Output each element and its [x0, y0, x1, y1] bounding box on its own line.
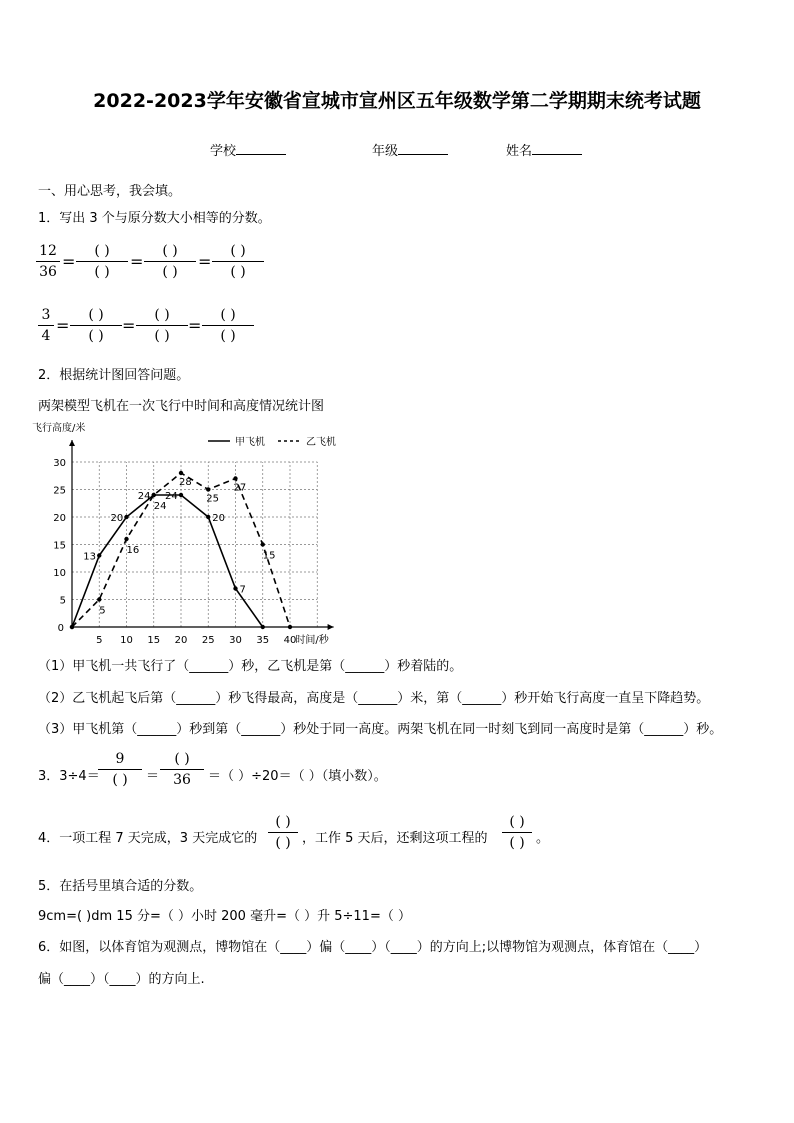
school-label: 学校: [210, 144, 237, 159]
question-6-line1: 6．如图，以体育馆为观测点，博物馆在（____）偏（____）（____）的方向上;以博物馆为观测点，体育馆在（____）: [38, 940, 708, 955]
y-tick-label: 5: [59, 595, 66, 607]
data-point: [179, 493, 183, 497]
data-point: [288, 625, 292, 629]
chart-grid: [72, 462, 317, 627]
page-title: 2022-2023学年安徽省宣城市宣州区五年级数学第二学期期末统考试题: [93, 90, 701, 112]
legend-label: 乙飞机: [306, 437, 336, 448]
name-field[interactable]: [506, 140, 582, 159]
equals-sign: ＝: [146, 769, 160, 784]
answer-fraction[interactable]: ( ) ( ): [136, 305, 188, 346]
grade-field[interactable]: [372, 140, 448, 159]
chart-caption: 两架模型飞机在一次飞行中时间和高度情况统计图: [38, 399, 325, 414]
data-point: [206, 515, 210, 519]
question-4-part2: ，工作 5 天后，还剩这项工程的: [302, 831, 488, 846]
equals-sign: =: [130, 252, 144, 271]
answer-fraction[interactable]: ( ) ( ): [212, 241, 264, 282]
data-point: [124, 537, 128, 541]
data-point: [233, 586, 237, 590]
y-tick-label: 30: [53, 458, 66, 469]
flight-chart: [30, 415, 370, 650]
data-point: [152, 493, 156, 497]
question-5-text: 5．在括号里填合适的分数。: [38, 879, 203, 894]
legend-label: 甲飞机: [235, 437, 265, 448]
x-tick-label: 25: [201, 635, 215, 646]
question-4-part1: 4．一项工程 7 天完成，3 天完成它的: [38, 831, 258, 846]
question-5-line: 9cm=( )dm 15 分=（ ）小时 200 毫升=（ ）升 5÷11=（ ）: [38, 909, 411, 924]
x-tick-label: 40: [283, 635, 297, 646]
fraction-blank-36[interactable]: ( ) 36: [160, 749, 204, 790]
equals-sign: =: [56, 316, 70, 335]
answer-fraction[interactable]: ( ) ( ): [76, 241, 128, 282]
answer-fraction[interactable]: ( ) ( ): [268, 812, 298, 853]
data-label: 5: [99, 605, 106, 617]
x-tick-label: 5: [96, 635, 103, 646]
name-label: 姓名: [506, 144, 533, 159]
question-2-sub-3: （3）甲飞机第（______）秒到第（______）秒处于同一高度。两架飞机在同一时刻飞到同一高度时是第（______）秒。: [38, 722, 723, 737]
x-tick-label: 10: [120, 635, 133, 646]
equals-sign: =: [188, 316, 202, 335]
data-label: 16: [126, 545, 140, 556]
equals-sign: =: [198, 252, 212, 271]
equals-sign: =: [122, 316, 136, 335]
y-axis-arrow: [69, 440, 75, 446]
x-axis-arrow: [328, 624, 334, 630]
fraction-denominator: 36: [39, 264, 57, 280]
x-tick-label: 35: [256, 635, 270, 646]
question-3-right: ＝（ ）÷20＝（ ）（填小数）。: [208, 769, 387, 784]
y-tick-label: 25: [53, 485, 66, 497]
data-label: 24: [153, 501, 167, 512]
x-tick-label: 20: [174, 635, 188, 646]
data-point: [261, 542, 265, 546]
answer-fraction[interactable]: ( ) ( ): [144, 241, 196, 282]
x-tick-label: 15: [147, 635, 161, 646]
answer-fraction[interactable]: ( ) ( ): [70, 305, 122, 346]
question-2-text: 2．根据统计图回答问题。: [38, 368, 190, 383]
data-point: [261, 625, 265, 629]
answer-fraction[interactable]: ( ) ( ): [502, 812, 532, 853]
fraction-12-36: [36, 241, 60, 282]
data-label: 20: [212, 513, 225, 524]
data-point: [70, 625, 74, 629]
equals-sign: =: [62, 252, 76, 271]
data-label: 25: [206, 493, 219, 505]
x-tick-label: 30: [229, 635, 242, 646]
x-axis-label: 时间/秒: [295, 635, 329, 646]
y-axis-label: 飞行高度/米: [32, 423, 86, 434]
data-label: 15: [262, 550, 276, 562]
y-tick-label: 20: [53, 513, 66, 524]
data-label: 7: [239, 584, 246, 596]
data-label: 27: [233, 482, 247, 494]
data-point: [206, 487, 210, 491]
data-label: 13: [83, 551, 96, 563]
answer-fraction[interactable]: ( ) ( ): [202, 305, 254, 346]
question-3-left: 3．3÷4＝: [38, 769, 100, 784]
y-tick-label: 10: [53, 568, 66, 579]
fraction-3-4: [38, 305, 54, 346]
chart-legend: [208, 435, 336, 448]
fraction-numerator: 12: [39, 243, 57, 259]
data-point: [179, 471, 183, 475]
data-label: 24: [137, 491, 151, 502]
data-point: [233, 476, 237, 480]
data-point: [97, 553, 101, 557]
school-field[interactable]: [210, 140, 286, 159]
grade-label: 年级: [372, 144, 399, 159]
fraction-denominator: 4: [41, 328, 51, 344]
question-4-part3: 。: [536, 831, 550, 846]
data-label: 20: [110, 513, 124, 524]
fraction-9-blank[interactable]: 9 ( ): [98, 749, 142, 790]
question-2-sub-1: （1）甲飞机一共飞行了（______）秒，乙飞机是第（______）秒着陆的。: [38, 659, 463, 674]
y-tick-label: 15: [53, 540, 66, 552]
origin-label: 0: [57, 623, 64, 634]
question-2-sub-2: （2）乙飞机起飞后第（______）秒飞得最高，高度是（______）米，第（______）秒开始飞行高度一直呈下降趋势。: [38, 691, 710, 706]
question-6-line2: 偏（____）（____）的方向上.: [38, 972, 205, 987]
fraction-numerator: 3: [41, 307, 51, 323]
data-label: 28: [179, 477, 192, 488]
data-point: [97, 597, 101, 601]
data-label: 24: [165, 491, 178, 502]
data-point: [124, 515, 128, 519]
question-1-text: 1．写出 3 个与原分数大小相等的分数。: [38, 211, 271, 226]
section-heading: 一、用心思考，我会填。: [38, 184, 182, 199]
